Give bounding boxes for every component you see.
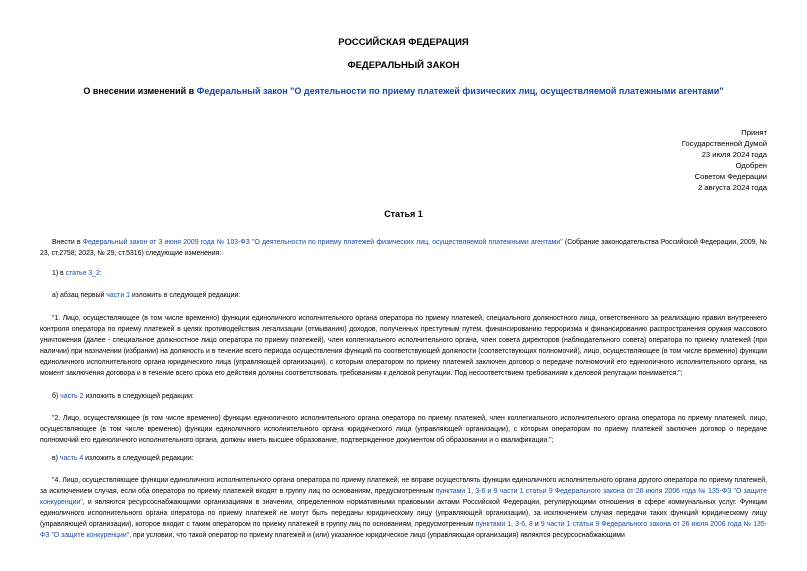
item-b (40, 391, 767, 402)
quote-3-text-d: , при условии, что такой оператор по приему платежей и (или) указанное юридическое лицо (управляющая организация) являются ресурсоснабжающими (129, 532, 625, 540)
item-v-text-a: в) (52, 455, 60, 462)
competition-law-link-1[interactable]: пунктами 1, 3-6 и 9 части 1 статьи 9 Федерального закона от 26 июля 2006 года № 135-ФЗ "О защите конкуренции" (40, 488, 767, 507)
item-b-text-b: изложить в следующей редакции: (83, 393, 194, 400)
competition-law-link-3[interactable]: 9 части 1 статьи 9 Федерального закона от 26 июля 2006 года № 135-ФЗ "О защите конкуренции" (40, 521, 767, 540)
quote-3-text-a: "4. Лицо, осуществляющее функции единоличного исполнительного органа оператора по приему платежей, не вправе осуществлять функции единоличного исполнительного органа другого оператора по приему платежей, за исключением случая, если оба оператора по приему платежей входят в группу лиц по основаниям, предусмотренным (40, 477, 767, 496)
accepted-label: Принят (741, 128, 767, 137)
quote-3 (40, 475, 767, 542)
item-1-text-a: 1) в (52, 270, 66, 277)
item-b-text-a: б) (52, 393, 61, 400)
accepted-by: Государственной Думой (681, 139, 767, 149)
item-a-text-b: изложить в следующей редакции: (129, 292, 241, 299)
item-v (40, 453, 767, 464)
acceptance-block (682, 127, 767, 194)
intro-paragraph (40, 237, 767, 259)
item-1-text-b: : (99, 270, 102, 277)
country-title: РОССИЙСКАЯ ФЕДЕРАЦИЯ (338, 37, 469, 48)
article-heading: Статья 1 (384, 209, 423, 219)
part-2-link[interactable]: часть 2 (60, 393, 84, 400)
approved-label: Одобрен (735, 161, 767, 171)
law-subject (0, 86, 807, 96)
quote-3-text-c: и (532, 521, 541, 529)
item-1 (40, 268, 767, 279)
quote-3-text-b: , и являются ресурсоснабжающими организациями в значении, определенном нормативными правовыми актами Российской Федерации, регулирующими отношения в сфере коммунальных услуг. Функции единоличного исполнительного органа оператора по приему платежей не могут быть переданы юридическому лицу (управляющей организации), за исключением случая передачи таких функций юридическому лицу (управляющей организации), которое входит с таким оператором по приему платежей в группу лиц по основаниям, предусмотренным (40, 499, 767, 529)
part-4-link[interactable]: часть 4 (59, 455, 84, 462)
approved-by: Советом Федерации (694, 172, 767, 182)
article-3-2-link[interactable]: статье 3_2 (65, 270, 100, 277)
law-type-title: ФЕДЕРАЛЬНЫЙ ЗАКОН (347, 60, 460, 71)
subject-prefix: О внесении изменений в (83, 86, 197, 96)
accepted-date: 23 июля 2024 года (701, 150, 767, 160)
quote-2: "2. Лицо, осуществляющее (в том числе временно) функции единоличного исполнительного органа оператора по приему платежей, член коллегиального исполнительного органа оператора по приему платежей, лицо, осуществляющее (в том числе временно) функции единоличного исполнительного органа юридического лица (управляющей организации), с которым оператором по приему платежей заключен договор о передаче полномочий его единоличного исполнительного органа, должны иметь высшее образование, подтвержденное документом об образовании и о квалификации."; (40, 415, 767, 445)
item-a-text-a: а) абзац первый (52, 292, 107, 299)
intro-text-a: Внести в (52, 239, 83, 246)
approved-date: 2 августа 2024 года (698, 183, 767, 193)
item-a (40, 290, 767, 301)
intro-law-link[interactable]: Федеральный закон от 3 июня 2009 года № 103-ФЗ "О деятельности по приему платежей физических лиц, осуществляемой платежными агентами" (82, 239, 563, 246)
part-1-link[interactable]: части 1 (106, 292, 130, 299)
item-v-text-b: изложить в следующей редакции: (83, 455, 194, 462)
subject-law-link[interactable]: Федеральный закон "О деятельности по приему платежей физических лиц, осуществляемой платежными агентами" (196, 86, 724, 96)
competition-law-link-2[interactable]: пунктами 1, 3-6, 8 (475, 521, 533, 529)
intro-text-b: (Собрание законодательства Российской Федерации, 2009, № 23, ст.2758; 2023, № 29, ст.5316) следующие изменения: (40, 239, 767, 258)
quote-1: "1. Лицо, осуществляющее (в том числе временно) функции единоличного исполнительного органа оператора по приему платежей, специального должностного лица, ответственного за реализацию правил внутреннего контроля оператора по приему платежей в целях противодействия легализации (отмыванию) доходов, полученных преступным путем, финансированию терроризма и финансированию распространения оружия массового уничтожения (далее - специальное должностное лицо оператора по приему платежей), член коллегиального исполнительного органа, член совета директоров (наблюдательного совета) оператора по приему платежей (при наличии) при назначении (избрании) на должность и в течение всего периода осуществления функций по соответствующей должности (соответствующих полномочий), лицо, осуществляющее (в том числе временно) функции единоличного исполнительного органа юридического лица (управляющей организации), с которым оператором по приему платежей заключен договор о передаче полномочий его единоличного исполнительного органа, на момент заключения договора и в течение всего срока его действия должны соответствовать требованиям к деловой репутации. Под несоответствием требованиям к деловой репутации понимается:"; (40, 315, 767, 378)
